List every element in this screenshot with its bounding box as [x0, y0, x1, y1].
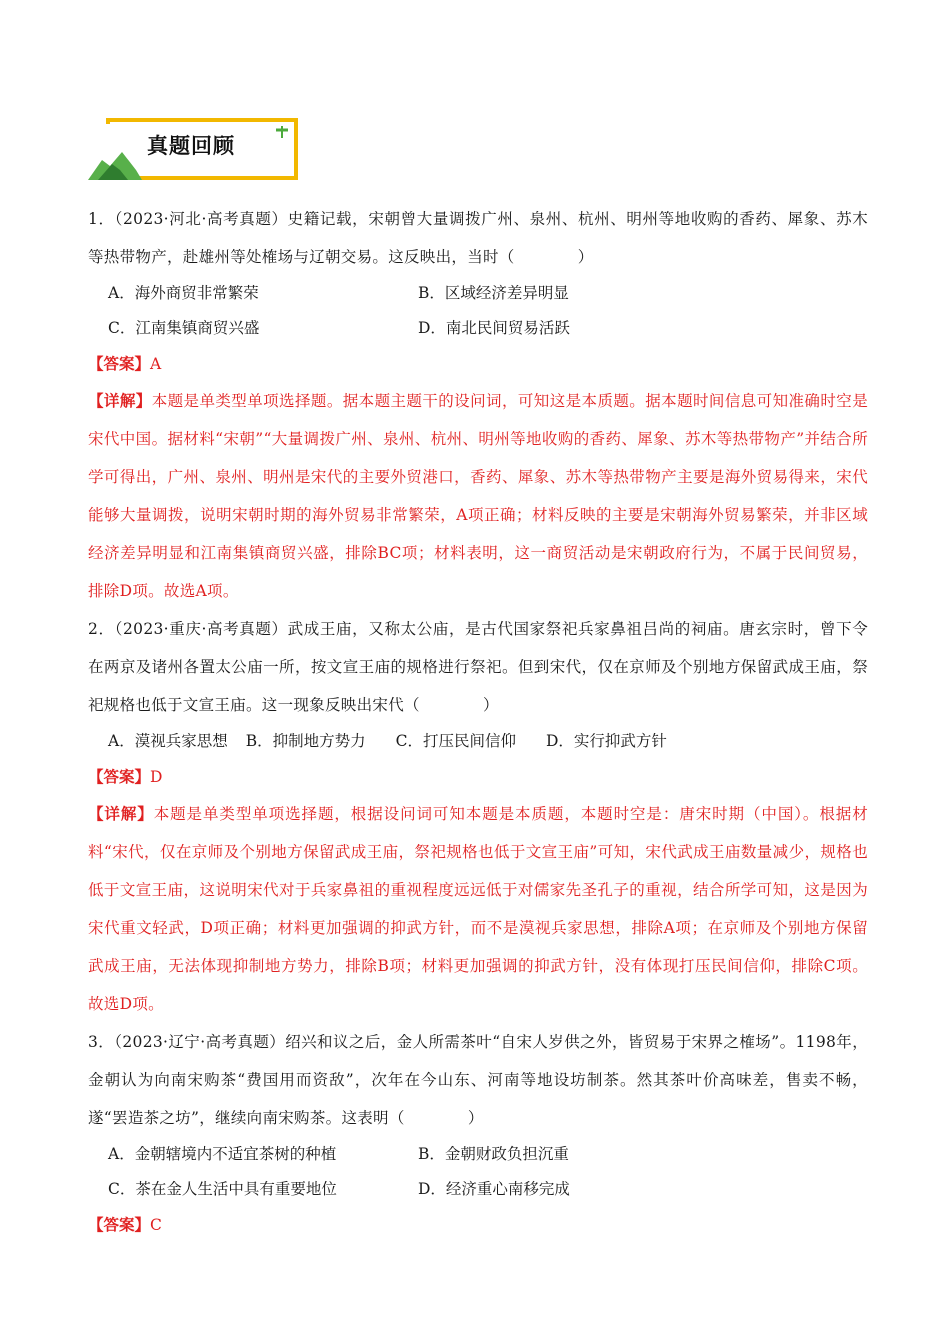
answer-label: 【答案】 [88, 1215, 151, 1234]
options-row [88, 1137, 868, 1172]
answer-label: 【答案】 [88, 767, 151, 786]
question-2 [88, 610, 868, 1023]
answer-line [88, 759, 868, 795]
options-row [88, 276, 868, 311]
explanation [88, 795, 868, 1023]
section-title: 真题回顾 [147, 134, 235, 158]
option-b: B．区域经济差异明显 [418, 284, 569, 302]
question-stem: 1．（2023·河北·高考真题）史籍记载，宋朝曾大量调拨广州、泉州、杭州、明州等地收购的香药、犀象、苏木等热带物产，赴雄州等处榷场与辽朝交易。这反映出，当时（ ） [88, 210, 868, 266]
option-a: A．海外商贸非常繁荣 [108, 284, 259, 302]
option-d: D．实行抑武方针 [545, 732, 667, 750]
explanation [88, 382, 868, 610]
option-b: B．抑制地方势力 [245, 732, 366, 750]
question-3 [88, 1023, 868, 1243]
options-row [88, 311, 868, 346]
question-stem: 2．（2023·重庆·高考真题）武成王庙，又称太公庙，是古代国家祭祀兵家鼻祖吕尚的祠庙。唐玄宗时，曾下令在两京及诸州各置太公庙一所，按文宣王庙的规格进行祭祀。但到宋代，仅在京师及个别地方保留武成王庙，祭祀规格也低于文宣王庙。这一现象反映出宋代（ ） [88, 620, 868, 714]
answer-value: D [150, 768, 163, 786]
question-stem: 3．（2023·辽宁·高考真题）绍兴和议之后，金人所需茶叶“自宋人岁供之外，皆贸易于宋界之榷场”。1198年，金朝认为向南宋购茶“费国用而资敌”，次年在今山东、河南等地设坊制茶。然其茶叶价高味差，售卖不畅，遂“罢造茶之坊”，继续向南宋购茶。这表明（ ） [88, 1033, 868, 1127]
option-b: B．金朝财政负担沉重 [418, 1145, 569, 1163]
explanation-text: 本题是单类型单项选择题。据本题主题干的设问词，可知这是本质题。据本题时间信息可知准确时空是宋代中国。据材料“宋朝”“大量调拨广州、泉州、杭州、明州等地收购的香药、犀象、苏木等热带物产”并结合所学可得出，广州、泉州、明州是宋代的主要外贸港口，香药、犀象、苏木等热带物产主要是海外贸易得来，宋代能够大量调拨，说明宋朝时期的海外贸易非常繁荣，A项正确；材料反映的主要是宋朝海外贸易繁荣，并非区域经济差异明显和江南集镇商贸兴盛，排除BC项；材料表明，这一商贸活动是宋朝政府行为，不属于民间贸易，排除D项。故选A项。 [88, 392, 868, 600]
options-row [88, 724, 868, 759]
explanation-label: 【详解】 [88, 804, 154, 823]
answer-value: A [150, 355, 162, 373]
option-a: A．漠视兵家思想 [108, 732, 228, 750]
explanation-text: 本题是单类型单项选择题，根据设问词可知本题是本质题，本题时空是：唐宋时期（中国）。根据材料“宋代，仅在京师及个别地方保留武成王庙，祭祀规格也低于文宣王庙”可知，宋代武成王庙数量减少，规格也低于文宣王庙，这说明宋代对于兵家鼻祖的重视程度远远低于对儒家先圣孔子的重视，结合所学可知，这是因为宋代重文轻武，D项正确；材料更加强调的抑武方针，而不是漠视兵家思想，排除A项；在京师及个别地方保留武成王庙，无法体现抑制地方势力，排除B项；材料更加强调的抑武方针，没有体现打压民间信仰，排除C项。故选D项。 [88, 805, 869, 1013]
answer-line [88, 1207, 868, 1243]
question-list [88, 200, 868, 1243]
option-c: C．茶在金人生活中具有重要地位 [108, 1180, 337, 1198]
option-d: D．经济重心南移完成 [418, 1180, 570, 1198]
option-d: D．南北民间贸易活跃 [418, 319, 570, 337]
option-c: C．江南集镇商贸兴盛 [108, 319, 260, 337]
answer-line [88, 346, 868, 382]
option-c: C．打压民间信仰 [395, 732, 516, 750]
answer-label: 【答案】 [88, 354, 151, 373]
options-row [88, 1172, 868, 1207]
question-1 [88, 200, 868, 610]
explanation-label: 【详解】 [88, 391, 152, 410]
answer-value: C [150, 1216, 162, 1234]
option-a: A．金朝辖境内不适宜茶树的种植 [108, 1145, 337, 1163]
